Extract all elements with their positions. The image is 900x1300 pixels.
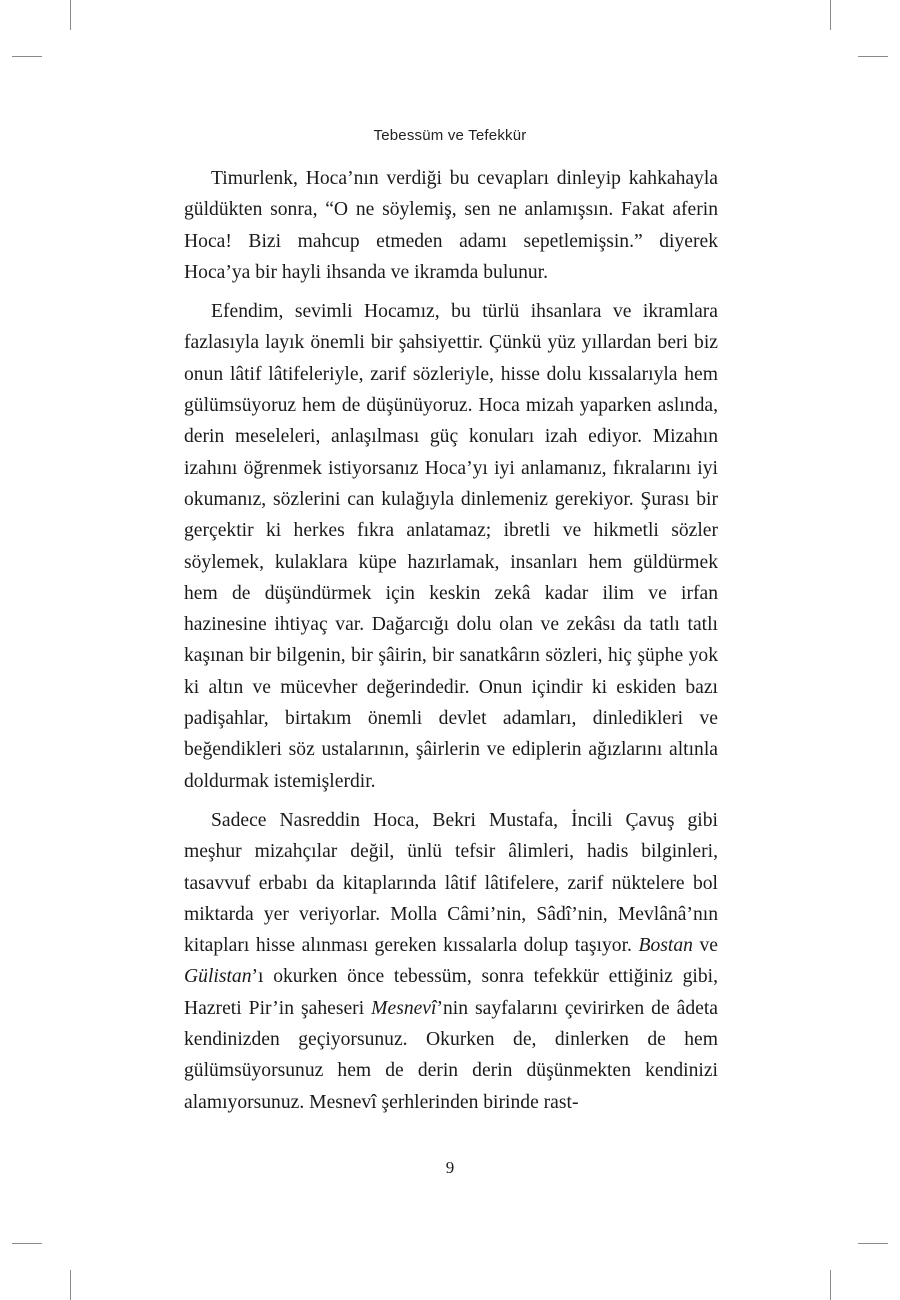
italic-title: Mesnevî (371, 997, 437, 1019)
text-run: ’nin sayfalarını çevirirken de âdeta kendinizden geçiyorsunuz. Okurken de, dinlerken de hem gülümsüyorsunuz hem de derin derin düşünmekten kendinizi alamıyorsunuz. Mesnevî şerhlerinden birinde rast- (184, 997, 719, 1113)
paragraph-3 (184, 805, 718, 1118)
italic-title: Bostan (638, 935, 693, 957)
text-run: Efendim, sevimli Hocamız, bu türlü ihsanlara ve ikramlara fazlasıyla layık önemli bir şahsiyettir. Çünkü yüz yıllardan beri biz onun lâtif lâtifeleriyle, zarif sözleriyle, hisse dolu kıssalarıyla hem gülümsüyoruz hem de düşünüyoruz. Hoca mizah yaparken aslında, derin meseleleri, anlaşılması güç konuları izah ediyor. Mizahın izahını öğrenmek istiyorsanız Hoca’yı iyi anlamanız, fıkralarını iyi okumanız, sözlerini can kulağıyla dinlemeniz gerekiyor. Şurası bir gerçektir ki herkes fıkra anlatamaz; ibretli ve hikmetli sözler söylemek, kulaklara küpe hazırlamak, insanları hem güldürmek hem de düşündürmek için keskin zekâ kadar ilim ve irfan hazinesine ihtiyaç var. Dağarcığı dolu olan ve zekâsı da tatlı tatlı kaşınan bir bilgenin, bir şâirin, bir sanatkârın sözleri, hiç şüphe yok ki altın ve mücevher değerindedir. Onun içindir ki eskiden bazı padişahlar, birtakım önemli devlet adamları, dinledikleri ve beğendikleri söz ustalarının, şâirlerin ve ediplerin ağızlarını altınla doldurmak istemişlerdir. (184, 301, 718, 792)
paragraph-1 (184, 163, 718, 288)
crop-mark-bottom-right (830, 1270, 831, 1300)
crop-mark-bottom-left (70, 1270, 71, 1300)
crop-mark-bottom-right-h (858, 1243, 888, 1244)
page-number: 9 (445, 1158, 455, 1177)
crop-mark-top-left-h (12, 56, 42, 57)
body-text (184, 163, 718, 1118)
text-run: ’ı okurken önce tebessüm, sonra tefekkür ettiğiniz gibi, Hazreti Pir’in şaheseri (184, 966, 718, 1019)
text-run: Sadece Nasreddin Hoca, Bekri Mustafa, İncili Çavuş gibi meşhur mizahçılar değil, ünlü tefsir âlimleri, hadis bilginleri, tasavvuf erbabı da kitaplarında lâtif lâtifelere, zarif nüktelere bol miktarda yer veriyorlar. Molla Câmi’nin, Sâdî’nin, Mevlânâ’nın kitapları hisse alınması gereken kıssalarla dolup taşıyor. (184, 809, 718, 957)
text-run: ve (692, 935, 718, 957)
paragraph-2 (184, 296, 718, 797)
text-run: Timurlenk, Hoca’nın verdiği bu cevapları dinleyip kahkahayla güldükten sonra, “O ne söylemiş, sen ne anlamışsın. Fakat aferin Hoca! Bizi mahcup etmeden adamı sepetlemişsin.” diyerek Hoca’ya bir hayli ihsanda ve ikramda bulunur. (184, 168, 718, 283)
running-head: Tebessüm ve Tefekkür (373, 127, 527, 144)
crop-mark-top-left (70, 0, 71, 30)
crop-mark-bottom-left-h (12, 1243, 42, 1244)
crop-mark-top-right (830, 0, 831, 30)
italic-title: Gülistan (184, 966, 252, 988)
crop-mark-top-right-h (858, 56, 888, 57)
